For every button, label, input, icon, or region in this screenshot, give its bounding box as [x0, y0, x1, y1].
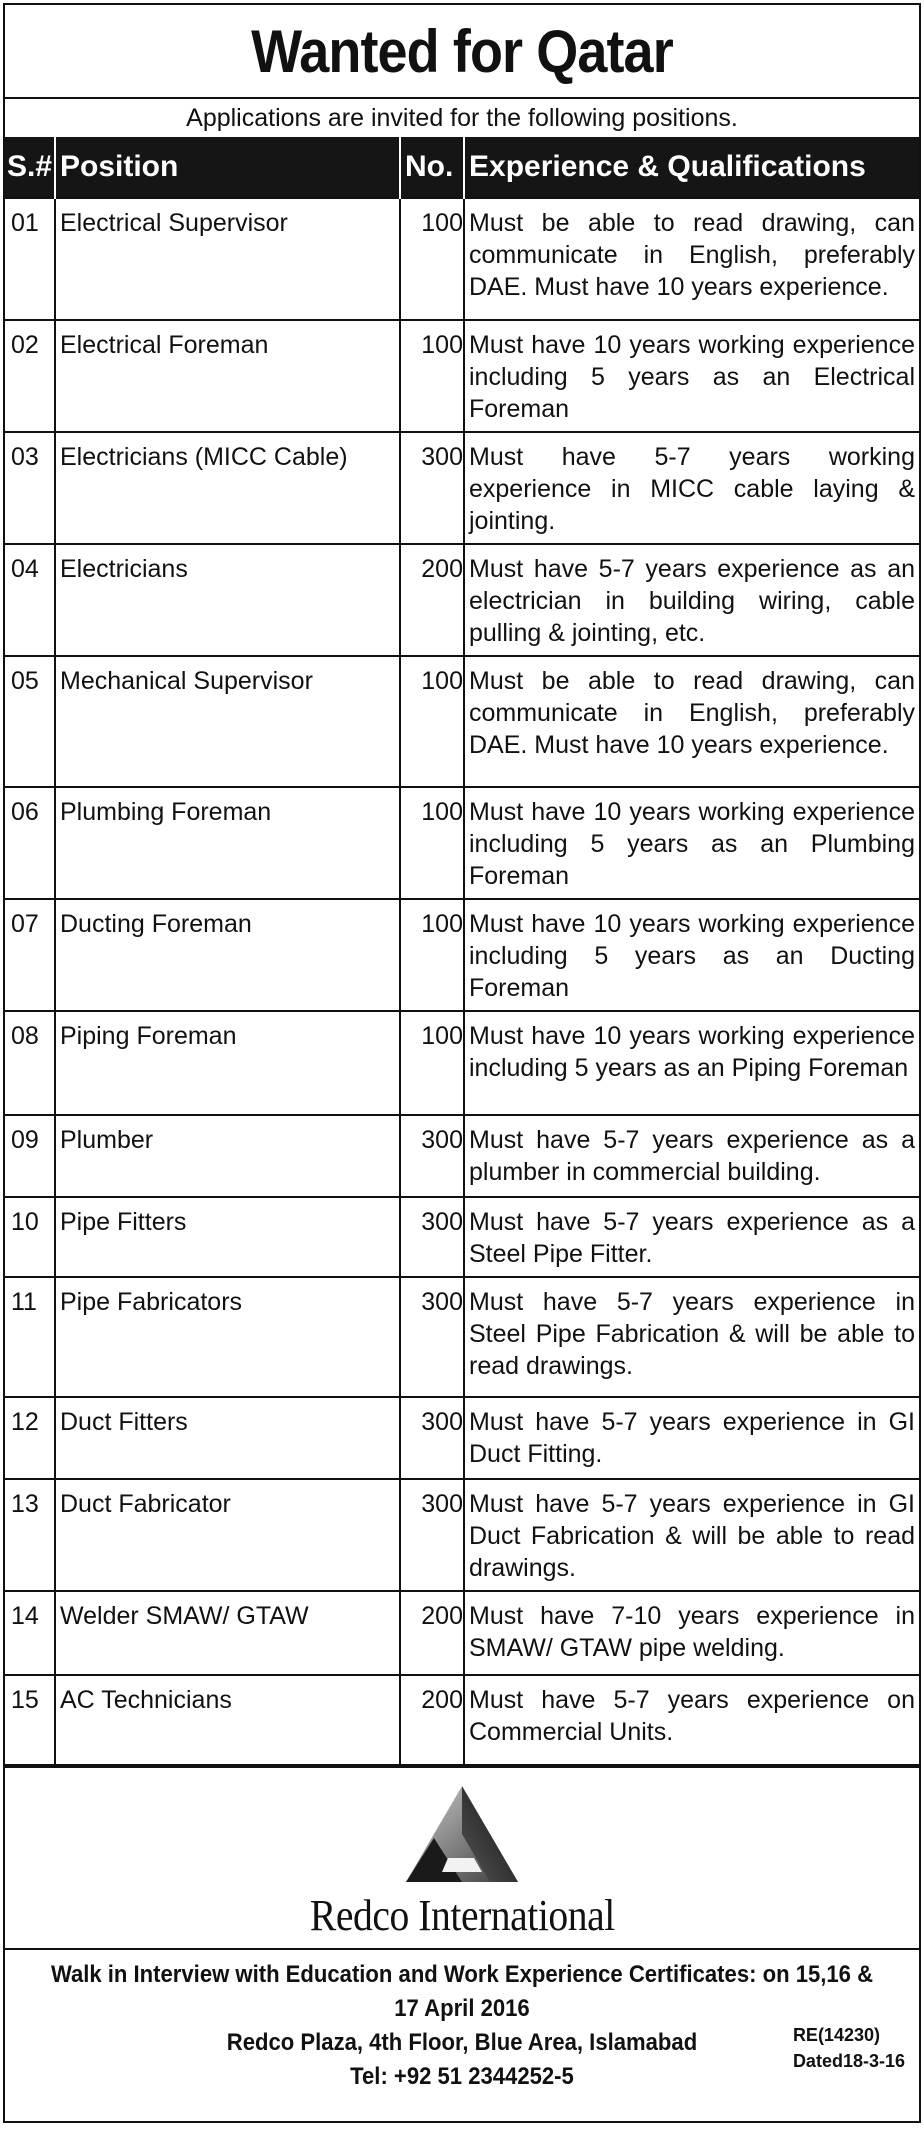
count-cell: 300: [400, 1115, 464, 1197]
count-cell: 100: [400, 198, 464, 320]
positions-table: [5, 137, 919, 1766]
dated-text: Dated18-3-16: [792, 2051, 905, 2071]
count-cell: 100: [400, 787, 464, 899]
qualification-cell: Must have 7-10 years experience in SMAW/ GTAW pipe welding.: [464, 1591, 919, 1675]
table-row: [5, 656, 919, 787]
table-row: [5, 1479, 919, 1591]
table-row: [5, 1277, 919, 1397]
serial-cell: 08: [5, 1011, 55, 1115]
count-cell: 300: [400, 432, 464, 544]
reference-number: RE(14230): [792, 2025, 880, 2045]
count-cell: 300: [400, 1277, 464, 1397]
position-cell: Pipe Fitters: [55, 1197, 400, 1277]
ad-subtitle: Applications are invited for the following positions.: [5, 97, 919, 137]
phone-number: Tel: +92 51 2344252-5: [350, 2063, 574, 2090]
count-cell: 200: [400, 1591, 464, 1675]
position-cell: Duct Fabricator: [55, 1479, 400, 1591]
table-row: [5, 1197, 919, 1277]
count-cell: 300: [400, 1197, 464, 1277]
serial-cell: 02: [5, 320, 55, 432]
column-header-serial: S.#: [5, 137, 55, 198]
position-cell: Electrical Foreman: [55, 320, 400, 432]
qualification-cell: Must have 10 years working experience including 5 years as an Ducting Foreman: [464, 899, 919, 1011]
table-header-row: [5, 137, 919, 198]
position-cell: Plumbing Foreman: [55, 787, 400, 899]
count-cell: 200: [400, 544, 464, 656]
table-row: [5, 1591, 919, 1675]
serial-cell: 07: [5, 899, 55, 1011]
table-row: [5, 899, 919, 1011]
position-cell: Pipe Fabricators: [55, 1277, 400, 1397]
table-row: [5, 198, 919, 320]
column-header-position: Position: [55, 137, 400, 198]
footer: [5, 1948, 919, 2088]
serial-cell: 05: [5, 656, 55, 787]
table-row: [5, 787, 919, 899]
table-row: [5, 320, 919, 432]
qualification-cell: Must have 10 years working experience including 5 years as an Plumbing Foreman: [464, 787, 919, 899]
serial-cell: 04: [5, 544, 55, 656]
qualification-cell: Must have 5-7 years experience as an electrician in building wiring, cable pulling & jointing, etc.: [464, 544, 919, 656]
serial-cell: 12: [5, 1397, 55, 1479]
company-block: [5, 1766, 919, 1948]
count-cell: 300: [400, 1397, 464, 1479]
job-advertisement: [3, 3, 921, 2123]
serial-cell: 15: [5, 1675, 55, 1765]
table-row: [5, 544, 919, 656]
table-row: [5, 1675, 919, 1765]
table-row: [5, 1115, 919, 1197]
position-cell: Ducting Foreman: [55, 899, 400, 1011]
table-row: [5, 1397, 919, 1479]
count-cell: 100: [400, 1011, 464, 1115]
serial-cell: 06: [5, 787, 55, 899]
qualification-cell: Must have 5-7 years experience as a plumber in commercial building.: [464, 1115, 919, 1197]
redco-logo-icon: [402, 1782, 522, 1886]
qualification-cell: Must have 5-7 years experience in GI Duct Fabrication & will be able to read drawings.: [464, 1479, 919, 1591]
qualification-cell: Must have 10 years working experience including 5 years as an Piping Foreman: [464, 1011, 919, 1115]
table-row: [5, 1011, 919, 1115]
qualification-cell: Must have 5-7 years experience in Steel Pipe Fabrication & will be able to read drawings.: [464, 1277, 919, 1397]
count-cell: 300: [400, 1479, 464, 1591]
serial-cell: 11: [5, 1277, 55, 1397]
serial-cell: 03: [5, 432, 55, 544]
qualification-cell: Must have 5-7 years working experience in MICC cable laying & jointing.: [464, 432, 919, 544]
ad-title: Wanted for Qatar: [251, 17, 673, 85]
column-header-number: No.: [400, 137, 464, 198]
position-cell: Electrical Supervisor: [55, 198, 400, 320]
qualification-cell: Must have 10 years working experience including 5 years as an Electrical Foreman: [464, 320, 919, 432]
reference-block: [793, 2022, 905, 2074]
count-cell: 100: [400, 899, 464, 1011]
company-name: Redco International: [309, 1891, 615, 1940]
count-cell: 100: [400, 320, 464, 432]
serial-cell: 01: [5, 198, 55, 320]
qualification-cell: Must be able to read drawing, can communicate in English, preferably DAE. Must have 10 years experience.: [464, 656, 919, 787]
column-header-qualifications: Experience & Qualifications: [464, 137, 919, 198]
position-cell: Welder SMAW/ GTAW: [55, 1591, 400, 1675]
position-cell: Piping Foreman: [55, 1011, 400, 1115]
position-cell: Mechanical Supervisor: [55, 656, 400, 787]
qualification-cell: Must have 5-7 years experience as a Steel Pipe Fitter.: [464, 1197, 919, 1277]
serial-cell: 09: [5, 1115, 55, 1197]
address: Redco Plaza, 4th Floor, Blue Area, Islamabad: [226, 2029, 698, 2056]
count-cell: 200: [400, 1675, 464, 1765]
position-cell: Electricians (MICC Cable): [55, 432, 400, 544]
table-row: [5, 432, 919, 544]
serial-cell: 14: [5, 1591, 55, 1675]
position-cell: Duct Fitters: [55, 1397, 400, 1479]
qualification-cell: Must be able to read drawing, can communicate in English, preferably DAE. Must have 10 years experience.: [464, 198, 919, 320]
interview-details: Walk in Interview with Education and Work Experience Certificates: on 15,16 & 17 April 2016: [50, 1961, 874, 2022]
count-cell: 100: [400, 656, 464, 787]
position-cell: AC Technicians: [55, 1675, 400, 1765]
serial-cell: 10: [5, 1197, 55, 1277]
position-cell: Electricians: [55, 544, 400, 656]
serial-cell: 13: [5, 1479, 55, 1591]
position-cell: Plumber: [55, 1115, 400, 1197]
qualification-cell: Must have 5-7 years experience on Commercial Units.: [464, 1675, 919, 1765]
qualification-cell: Must have 5-7 years experience in GI Duct Fitting.: [464, 1397, 919, 1479]
